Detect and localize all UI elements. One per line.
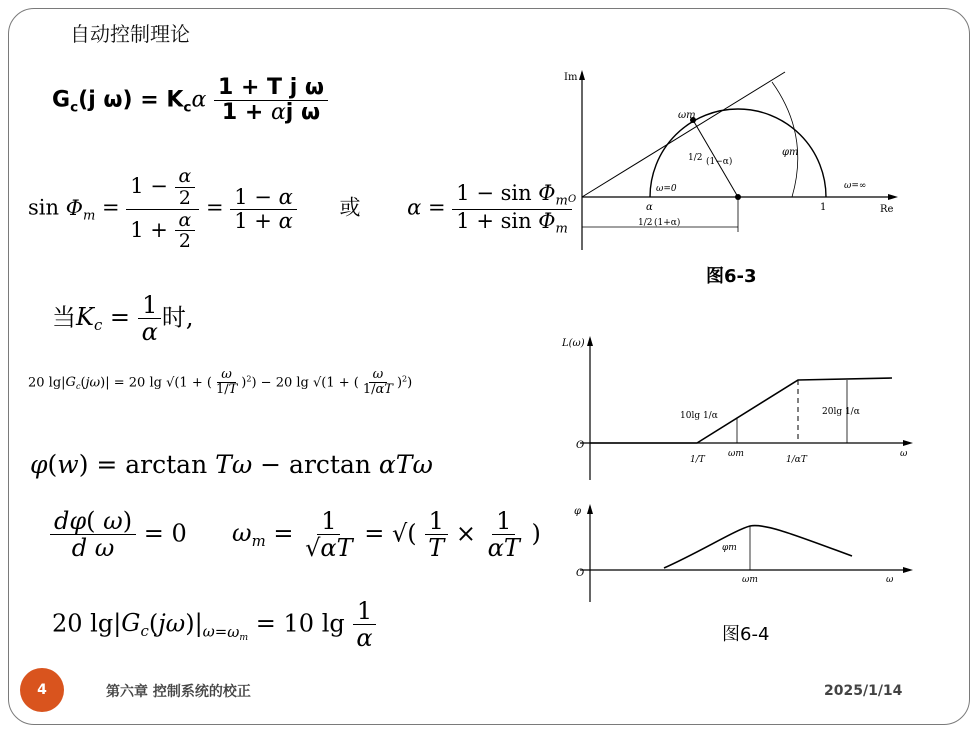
fig-6-4-caption: 图6-4 xyxy=(722,624,770,645)
label-L: L(ω) xyxy=(562,338,585,349)
im-axis-arrow xyxy=(579,70,585,80)
chapter-title: 第六章 控制系统的校正 xyxy=(106,684,251,700)
label-radius: (1−α) xyxy=(706,157,733,167)
label-twenty-lg: 20lg 1/α xyxy=(822,407,860,417)
eq-magnitude: 20 $\lg|G_c(j\omega)| = 20$ lg √(1 + ( $\frac{\omega}{1/T}$ )$^2$) − 20 lg √(1 + ( $\frac{\omega}{1/\alpha T}$ )$^2$) xyxy=(28,367,413,398)
label-phi-m: φm xyxy=(782,147,799,158)
eq-transfer-function: $G_c(j$ $\omega) = K_c\alpha$ $\frac{\text{1 + T j ω}}{\text{1 + αj ω}}$ xyxy=(52,76,328,125)
label-center-half: 1/2 xyxy=(638,218,653,228)
figure-6-4 xyxy=(560,330,920,610)
label-phi: φ xyxy=(574,506,582,517)
phi-m-arc xyxy=(772,82,798,197)
label-center: (1+α) xyxy=(654,218,681,228)
or-text: 或 xyxy=(339,195,361,220)
label-re: Re xyxy=(880,204,894,215)
eq-phase: φ(w) = arctan Tω − arctan αTω xyxy=(30,450,433,479)
label-im: Im xyxy=(564,72,578,83)
label-omega-m-mag: ωm xyxy=(728,449,744,459)
label-omega-m: ωm xyxy=(678,110,696,121)
re-axis-arrow xyxy=(888,194,898,200)
label-omega-m-phase: ωm xyxy=(742,575,758,585)
label-one: 1 xyxy=(820,202,827,213)
label-origin-phase: O xyxy=(576,568,585,579)
label-omega-phase: ω xyxy=(886,575,894,585)
label-alpha: α xyxy=(646,202,653,213)
eq-sin-phi-m: $\sin \Phi_m$ = 1 − $\frac{\alpha}{2}$ 1 + $\frac{\alpha}{2}$ = $\frac{1 - \alpha}{1 + \alpha}$ 或 α = $\frac{1 - \sin \Phi_m}{1 + \sin \Phi_m}$ xyxy=(28,166,572,252)
slide-title: 自动控制理论 xyxy=(70,22,190,46)
label-phi-m: φm xyxy=(722,543,737,553)
eq-omega-m: $\frac{d\varphi( \omega)}{\text{d ω}}$ = 0 $\omega_m$ = $\frac{1}{√\alpha T}$ = √( $\frac{1}{T}$ × $\frac{1}{\alpha T}$ ) xyxy=(50,508,541,562)
phase-curve xyxy=(664,526,852,568)
label-omega-mag: ω xyxy=(900,449,908,459)
figure-6-3 xyxy=(560,60,920,250)
fig-6-3-caption: 图6-3 xyxy=(706,266,757,287)
label-radius-half: 1/2 xyxy=(688,153,703,163)
eq-peak-gain: 20 $\lg|G_c(j\omega)|_{\omega=\omega_m} = 10$ lg $\frac{1}{\alpha}$ xyxy=(52,598,377,652)
label-one-over-aT: 1/αT xyxy=(786,455,807,465)
label-omega-inf: ω=∞ xyxy=(844,181,867,191)
label-origin-mag: O xyxy=(576,440,585,451)
label-omega-zero: ω=0 xyxy=(656,184,677,194)
label-ten-lg: 10lg 1/α xyxy=(680,411,718,421)
label-origin: O xyxy=(568,194,577,205)
tangent-line xyxy=(582,72,785,197)
eq-when-kc: 当$K_c$ = $\frac{1}{\alpha}$ 时, xyxy=(52,291,194,347)
label-one-over-T: 1/T xyxy=(690,455,705,465)
page-number-badge: 4 xyxy=(20,668,64,712)
slide-date: 2025/1/14 xyxy=(824,683,903,699)
